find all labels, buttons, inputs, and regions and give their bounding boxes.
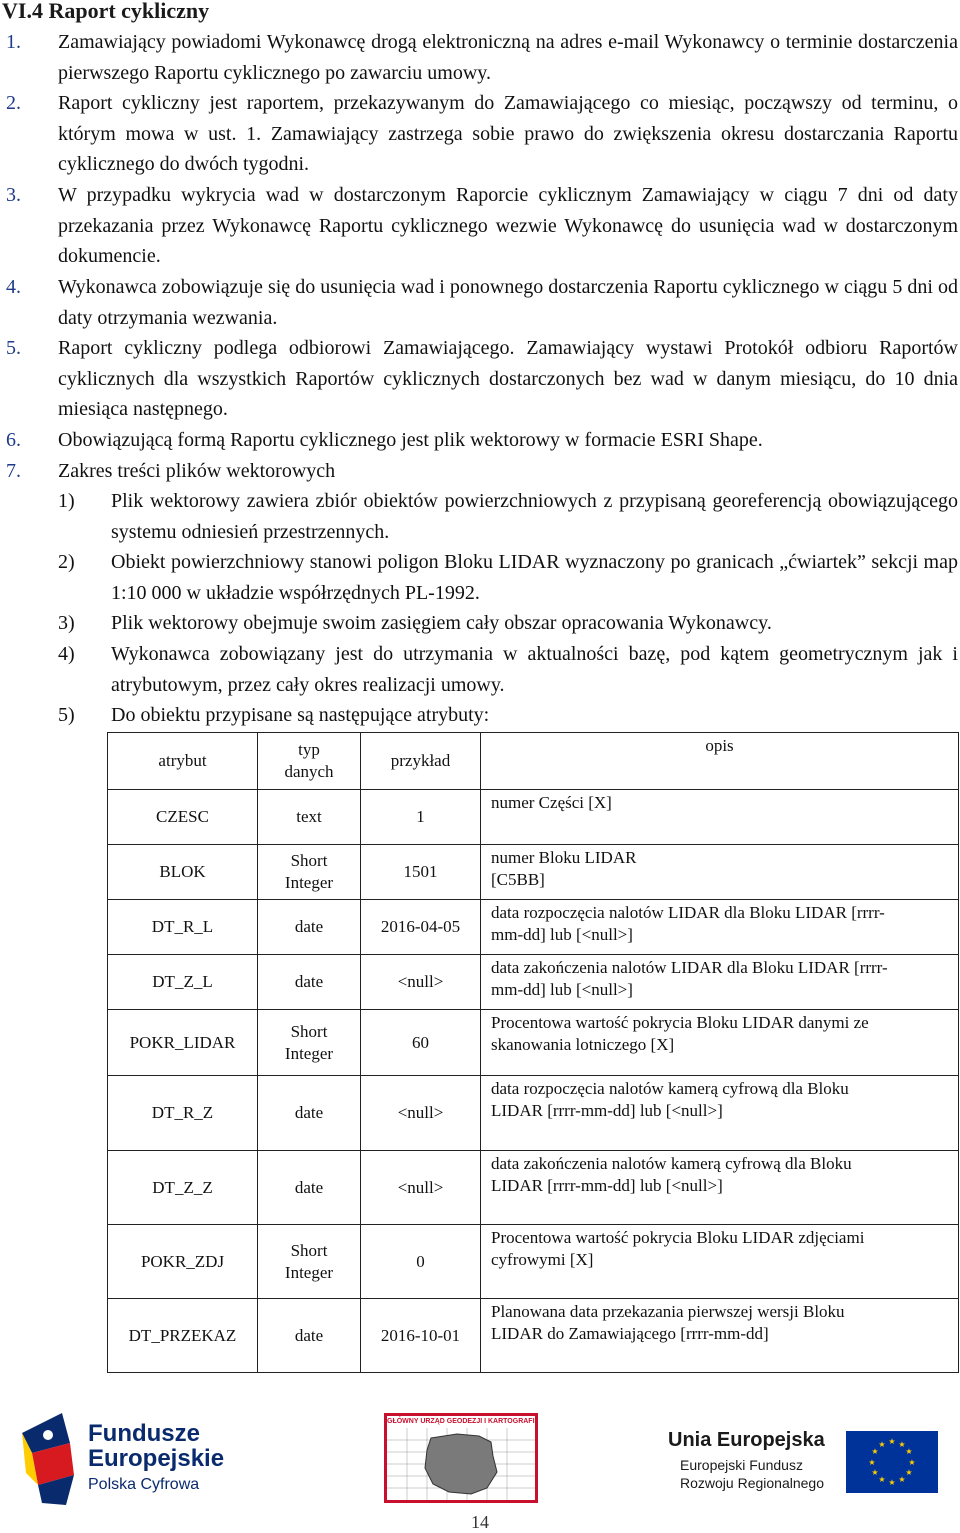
item-text: Wykonawca zobowiązuje się do usunięcia wad i ponownego dostarczenia Raportu cyklicznego w ciągu 5 dni od daty otrzymania wezwania. xyxy=(58,276,958,329)
cell-typ: Short Integer xyxy=(258,1225,361,1299)
sub-list-item xyxy=(0,639,958,700)
fe-line2: Europejskie xyxy=(88,1445,225,1472)
svg-text:★: ★ xyxy=(905,1468,913,1477)
col-header-typ: typ danych xyxy=(258,733,361,790)
sub-item-number: 4) xyxy=(58,643,75,665)
item-number: 7. xyxy=(6,460,21,482)
cell-przyklad: 2016-10-01 xyxy=(361,1299,481,1373)
gugik-logo xyxy=(384,1413,538,1503)
ue-line1: Unia Europejska xyxy=(668,1429,825,1451)
table-row xyxy=(108,900,959,955)
svg-text:★: ★ xyxy=(878,1475,886,1484)
cell-przyklad: <null> xyxy=(361,955,481,1010)
footer-logos xyxy=(0,1405,960,1505)
cell-typ: Short Integer xyxy=(258,1010,361,1076)
cell-typ: date xyxy=(258,955,361,1010)
cell-typ: date xyxy=(258,1151,361,1225)
list-item xyxy=(0,425,958,456)
poland-map-icon xyxy=(387,1428,535,1500)
sub-item-text: Plik wektorowy zawiera zbiór obiektów powierzchniowych z przypisaną georeferencją obowiązującego systemu odniesień przestrzennych. xyxy=(111,490,958,543)
sub-list-item xyxy=(0,486,958,547)
item-number: 5. xyxy=(6,337,21,359)
table-row xyxy=(108,1151,959,1225)
col-header-opis: opis xyxy=(481,733,959,790)
item-text: Obowiązującą formą Raportu cyklicznego jest plik wektorowy w formacie ESRI Shape. xyxy=(58,429,763,451)
sub-item-text: Wykonawca zobowiązany jest do utrzymania w aktualności bazę, pod kątem geometrycznym jak i atrybutowym, przez cały okres realizacji umowy. xyxy=(111,643,958,696)
cell-atrybut: CZESC xyxy=(108,790,258,845)
table-row xyxy=(108,845,959,900)
cell-typ: Short Integer xyxy=(258,845,361,900)
list-item xyxy=(0,27,958,88)
item-number: 2. xyxy=(6,92,21,114)
eu-flag-icon xyxy=(846,1431,938,1493)
cell-atrybut: BLOK xyxy=(108,845,258,900)
cell-atrybut: DT_R_Z xyxy=(108,1076,258,1151)
table-row xyxy=(108,1010,959,1076)
gugik-label: GŁÓWNY URZĄD GEODEZJI I KARTOGRAFII xyxy=(387,1418,537,1425)
table-row xyxy=(108,1225,959,1299)
table-row xyxy=(108,1299,959,1373)
sub-list-item xyxy=(0,608,958,639)
cell-przyklad: 60 xyxy=(361,1010,481,1076)
item-number: 6. xyxy=(6,429,21,451)
cell-atrybut: DT_R_L xyxy=(108,900,258,955)
cell-opis: Planowana data przekazania pierwszej wersji Bloku LIDAR do Zamawiającego [rrrr-mm-dd] xyxy=(481,1299,959,1373)
cell-opis: data zakończenia nalotów kamerą cyfrową dla Bloku LIDAR [rrrr-mm-dd] lub [<null>] xyxy=(481,1151,959,1225)
list-item xyxy=(0,456,958,487)
attributes-table xyxy=(107,732,959,1373)
svg-text:★: ★ xyxy=(888,1478,896,1487)
fundusze-europejskie-icon xyxy=(22,1413,78,1505)
item-text: Raport cykliczny podlega odbiorowi Zamawiającego. Zamawiający wystawi Protokół odbioru Raportów cyklicznych dla wszystkich Raportów cyklicznych dostarczonych bez wad w danym miesiącu, do 10 dnia miesiąca następnego. xyxy=(58,337,958,421)
cell-przyklad: <null> xyxy=(361,1151,481,1225)
cell-opis: numer Bloku LIDAR [C5BB] xyxy=(481,845,959,900)
svg-text:★: ★ xyxy=(905,1447,913,1456)
sub-item-number: 5) xyxy=(58,704,75,726)
cell-typ: date xyxy=(258,1076,361,1151)
table-header-row xyxy=(108,733,959,790)
sub-item-text: Do obiektu przypisane są następujące atrybuty: xyxy=(111,704,490,726)
fundusze-europejskie-logo xyxy=(22,1413,232,1505)
svg-text:★: ★ xyxy=(888,1437,896,1446)
sub-item-text: Obiekt powierzchniowy stanowi poligon Bloku LIDAR wyznaczony po granicach „ćwiartek” sekcji map 1:10 000 w układzie współrzędnych PL-1992. xyxy=(111,551,958,604)
col-header-atrybut: atrybut xyxy=(108,733,258,790)
cell-atrybut: POKR_ZDJ xyxy=(108,1225,258,1299)
sub-item-number: 3) xyxy=(58,612,75,634)
table-row xyxy=(108,1076,959,1151)
list-item xyxy=(0,272,958,333)
ue-line2: Europejski Fundusz xyxy=(680,1457,803,1473)
item-text: W przypadku wykrycia wad w dostarczonym Raporcie cyklicznym Zamawiający w ciągu 7 dni od daty przekazania przez Wykonawcę Raportu cyklicznego wezwie Wykonawcę do usunięcia wad w dostarczonym dokumencie. xyxy=(58,184,958,268)
item-number: 1. xyxy=(6,31,21,53)
cell-przyklad: 0 xyxy=(361,1225,481,1299)
cell-przyklad: <null> xyxy=(361,1076,481,1151)
item-number: 4. xyxy=(6,276,21,298)
list-item xyxy=(0,180,958,272)
cell-typ: text xyxy=(258,790,361,845)
cell-atrybut: DT_PRZEKAZ xyxy=(108,1299,258,1373)
list-item xyxy=(0,88,958,180)
cell-opis: Procentowa wartość pokrycia Bloku LIDAR zdjęciami cyfrowymi [X] xyxy=(481,1225,959,1299)
cell-opis: Procentowa wartość pokrycia Bloku LIDAR danymi ze skanowania lotniczego [X] xyxy=(481,1010,959,1076)
svg-text:★: ★ xyxy=(871,1468,879,1477)
page-number: 14 xyxy=(471,1512,489,1532)
cell-przyklad: 1 xyxy=(361,790,481,845)
sub-item-text: Plik wektorowy obejmuje swoim zasięgiem cały obszar opracowania Wykonawcy. xyxy=(111,612,772,634)
svg-text:★: ★ xyxy=(878,1440,886,1449)
table-row xyxy=(108,790,959,845)
cell-atrybut: POKR_LIDAR xyxy=(108,1010,258,1076)
cell-opis: data rozpoczęcia nalotów LIDAR dla Bloku LIDAR [rrrr-mm-dd] lub [<null>] xyxy=(481,900,959,955)
cell-opis: data zakończenia nalotów LIDAR dla Bloku LIDAR [rrrr-mm-dd] lub [<null>] xyxy=(481,955,959,1010)
cell-przyklad: 2016-04-05 xyxy=(361,900,481,955)
cell-przyklad: 1501 xyxy=(361,845,481,900)
cell-opis: data rozpoczęcia nalotów kamerą cyfrową dla Bloku LIDAR [rrrr-mm-dd] lub [<null>] xyxy=(481,1076,959,1151)
sub-list-item xyxy=(0,700,958,731)
cell-atrybut: DT_Z_Z xyxy=(108,1151,258,1225)
cell-opis: numer Części [X] xyxy=(481,790,959,845)
svg-text:★: ★ xyxy=(871,1447,879,1456)
item-text: Raport cykliczny jest raportem, przekazywanym do Zamawiającego co miesiąc, począwszy od terminu, o którym mowa w ust. 1. Zamawiający zastrzega sobie prawo do zwiększenia okresu dostarczania Raportu cyklicznego do dwóch tygodni. xyxy=(58,92,958,176)
svg-text:★: ★ xyxy=(868,1458,876,1467)
svg-text:★: ★ xyxy=(908,1458,916,1467)
svg-text:★: ★ xyxy=(898,1475,906,1484)
item-text: Zamawiający powiadomi Wykonawcę drogą elektroniczną na adres e-mail Wykonawcy o terminie dostarczenia pierwszego Raportu cyklicznego po zawarciu umowy. xyxy=(58,31,958,84)
svg-text:★: ★ xyxy=(898,1440,906,1449)
item-number: 3. xyxy=(6,184,21,206)
sub-list-item xyxy=(0,547,958,608)
cell-atrybut: DT_Z_L xyxy=(108,955,258,1010)
ue-line3: Rozwoju Regionalnego xyxy=(680,1475,824,1491)
cell-typ: date xyxy=(258,1299,361,1373)
fe-line3: Polska Cyfrowa xyxy=(88,1476,200,1493)
fe-line1: Fundusze xyxy=(88,1420,200,1447)
sub-item-number: 2) xyxy=(58,551,75,573)
col-header-przyklad: przykład xyxy=(361,733,481,790)
unia-europejska-logo xyxy=(668,1427,940,1497)
item-text: Zakres treści plików wektorowych xyxy=(58,460,336,482)
cell-typ: date xyxy=(258,900,361,955)
list-item xyxy=(0,333,958,425)
section-heading: VI.4 Raport cykliczny xyxy=(2,0,210,23)
sub-item-number: 1) xyxy=(58,490,75,512)
table-row xyxy=(108,955,959,1010)
